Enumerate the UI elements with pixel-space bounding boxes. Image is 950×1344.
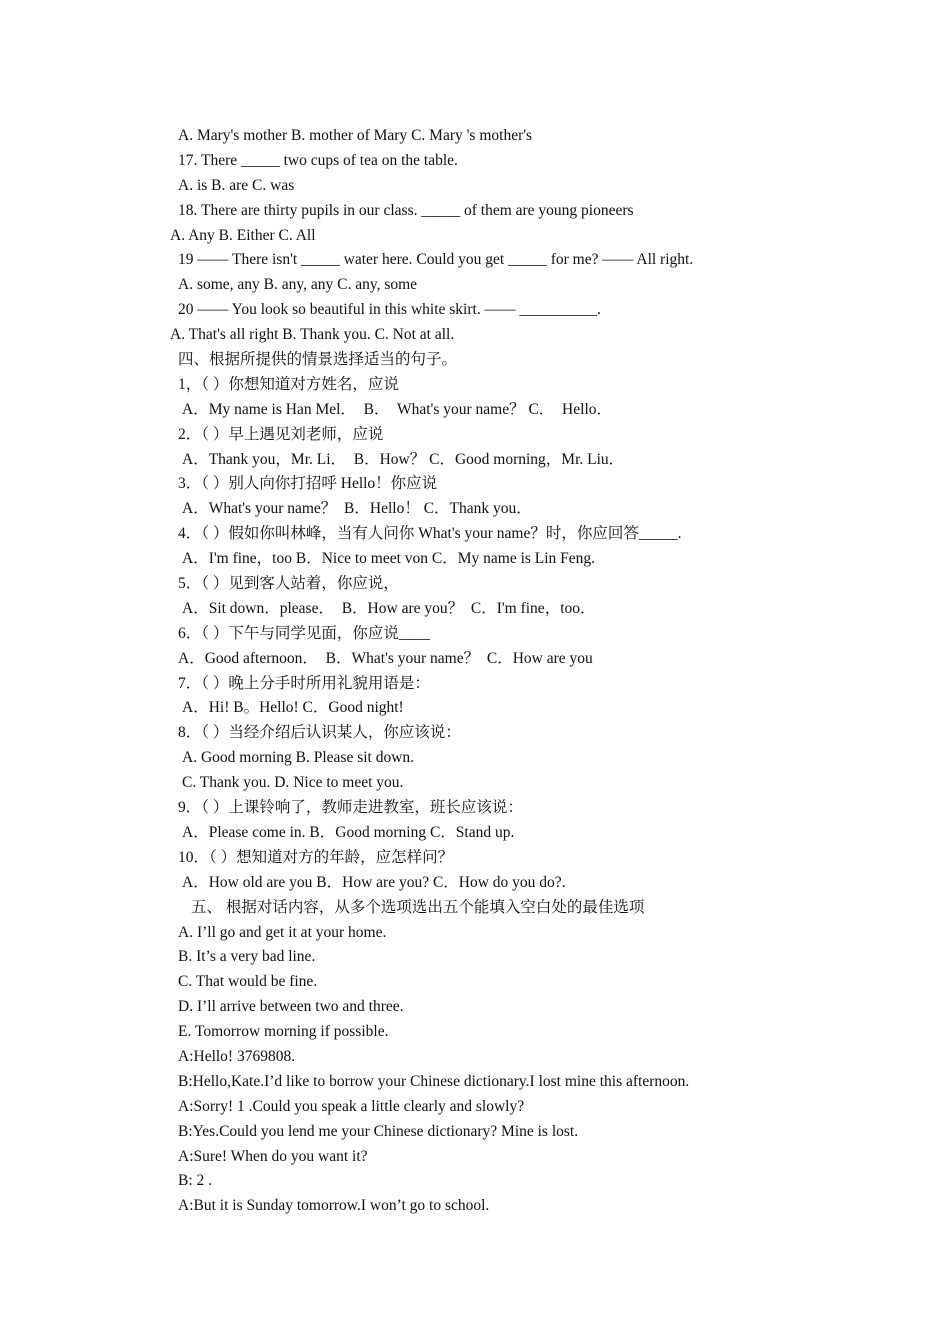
choice-c: C. That would be fine. <box>178 973 318 991</box>
dialogue-line: B:Hello,Kate.I’d like to borrow your Chinese dictionary.I lost mine this afternoon. <box>178 1072 690 1090</box>
dialogue-line: A:Sorry! 1 .Could you speak a little clearly and slowly? <box>178 1097 525 1115</box>
choice-a: A. I’ll go and get it at your home. <box>178 923 387 941</box>
options-17: A. is B. are C. was <box>178 176 295 194</box>
options-2: A．Thank you，Mr. Li． B．How？ C．Good morning，Mr. Liu． <box>182 450 625 468</box>
item-1: 1，（ ）你想知道对方姓名，应说 <box>178 375 399 393</box>
options-6: A．Good afternoon． B．What's your name？ C．How are you <box>178 649 593 667</box>
options-8b: C. Thank you. D. Nice to meet you. <box>182 774 404 792</box>
item-6: 6．（ ）下午与同学见面，你应说____ <box>178 624 430 642</box>
dialogue-line: A:Sure! When do you want it? <box>178 1147 368 1165</box>
item-7: 7．（ ）晚上分手时所用礼貌用语是： <box>178 674 430 692</box>
section-5-heading: 五、 根据对话内容，从多个选项选出五个能填入空白处的最佳选项 <box>191 898 645 916</box>
text-line: A. Mary's mother B. mother of Mary C. Mary 's mother's <box>178 127 533 144</box>
options-8a: A. Good morning B. Please sit down. <box>182 749 415 767</box>
document-page <box>0 124 950 1219</box>
question-19: 19 —— There isn't _____ water here. Could you get _____ for me? —— All right. <box>178 251 694 269</box>
item-9: 9．（ ）上课铃响了，教师走进教室，班长应该说： <box>178 799 523 817</box>
section-4-heading: 四、根据所提供的情景选择适当的句子。 <box>178 351 458 369</box>
item-3: 3．（ ）别人向你打招呼 Hello！你应说 <box>178 475 438 493</box>
options-5: A．Sit down．please． B．How are you？ C．I'm fine，too． <box>182 599 596 617</box>
options-7: A．Hi! B。Hello! C．Good night! <box>182 699 404 717</box>
choice-d: D. I’ll arrive between two and three. <box>178 998 404 1016</box>
options-18: A. Any B. Either C. All <box>170 226 316 244</box>
options-3: A．What's your name？ B．Hello！ C．Thank you． <box>182 500 532 518</box>
options-10: A．How old are you B．How are you? C．How do you do?. <box>182 873 566 891</box>
dialogue-line: B: 2 . <box>178 1172 213 1190</box>
options-9: A．Please come in. B．Good morning C．Stand up. <box>182 823 515 841</box>
choice-e: E. Tomorrow morning if possible. <box>178 1023 389 1041</box>
choice-b: B. It’s a very bad line. <box>178 948 316 966</box>
options-1: A．My name is Han Mel． B． What's your name？ C． Hello． <box>182 400 612 418</box>
dialogue-line: A:But it is Sunday tomorrow.I won’t go to school. <box>178 1197 490 1215</box>
options-19: A. some, any B. any, any C. any, some <box>178 276 418 294</box>
question-18: 18. There are thirty pupils in our class. _____ of them are young pioneers <box>178 201 634 219</box>
options-20: A. That's all right B. Thank you. C. Not at all. <box>170 326 455 344</box>
item-4: 4．（ ）假如你叫林峰，当有人问你 What's your name？时，你应回答_____. <box>178 525 682 543</box>
item-10: 10．（ ）想知道对方的年龄，应怎样问？ <box>178 848 454 866</box>
options-4: A．I'm fine，too B．Nice to meet von C．My name is Lin Feng. <box>182 550 596 568</box>
item-2: 2．（ ）早上遇见刘老师，应说 <box>178 425 384 443</box>
question-17: 17. There _____ two cups of tea on the table. <box>178 151 458 169</box>
question-20: 20 —— You look so beautiful in this white skirt. —— __________. <box>178 301 601 319</box>
item-5: 5．（ ）见到客人站着，你应说， <box>178 575 399 593</box>
dialogue-line: A:Hello! 3769808. <box>178 1047 296 1065</box>
item-8: 8．（ ）当经介绍后认识某人，你应该说： <box>178 724 461 742</box>
dialogue-line: B:Yes.Could you lend me your Chinese dictionary? Mine is lost. <box>178 1122 579 1140</box>
